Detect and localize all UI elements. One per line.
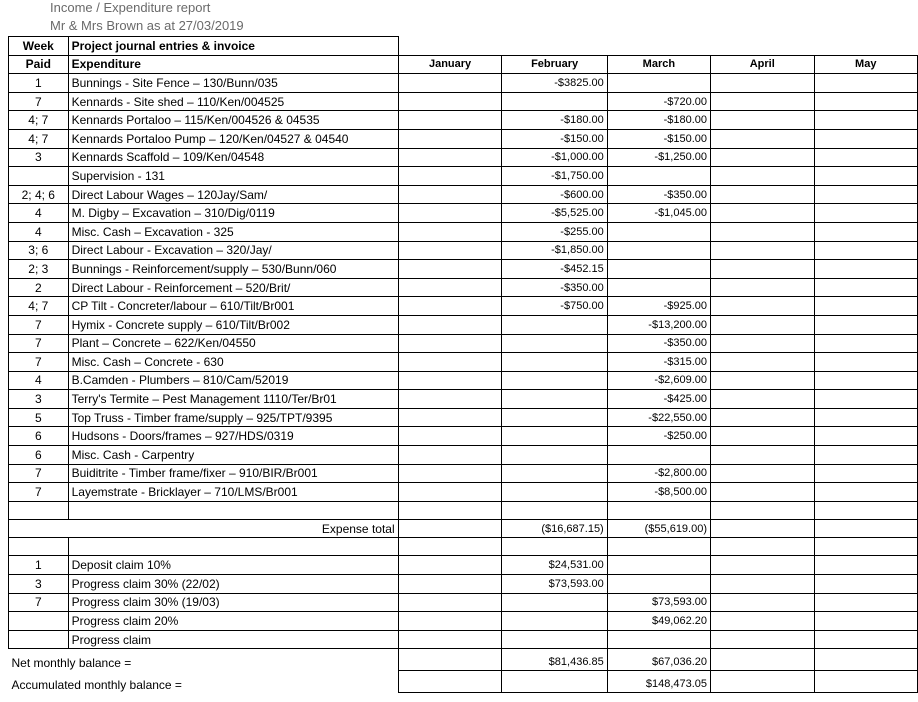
expenditure-row (9, 185, 918, 204)
week-cell: 4 (9, 371, 69, 390)
amount-january (398, 483, 502, 502)
income-row (9, 630, 918, 649)
amount-january (398, 593, 502, 612)
week-cell: 7 (9, 315, 69, 334)
amount-march: -$925.00 (607, 297, 710, 316)
income-row (9, 612, 918, 631)
amount-january (398, 519, 502, 538)
expenditure-row (9, 371, 918, 390)
week-cell: 7 (9, 593, 69, 612)
amount-march: ($55,619.00) (607, 519, 710, 538)
amount-february: -$600.00 (502, 185, 607, 204)
amount-january (398, 408, 502, 427)
amount-may (814, 501, 917, 519)
amount-march: $67,036.20 (607, 649, 710, 671)
amount-march (607, 446, 710, 465)
amount-march: -$8,500.00 (607, 483, 710, 502)
amount-april (711, 129, 815, 148)
accumulated-monthly-balance-label: Accumulated monthly balance = (11, 677, 182, 692)
amount-march (607, 278, 710, 297)
expenditure-row (9, 278, 918, 297)
week-cell (9, 167, 69, 186)
week-cell: 6 (9, 446, 69, 465)
expenditure-row (9, 334, 918, 353)
week-cell: 3 (9, 575, 69, 594)
amount-april (711, 353, 815, 372)
week-cell: 4 (9, 204, 69, 223)
expenditure-row (9, 353, 918, 372)
amount-february: -$750.00 (502, 297, 607, 316)
amount-april (711, 483, 815, 502)
amount-april (711, 74, 815, 93)
amount-january (398, 204, 502, 223)
description-cell: Progress claim 30% (22/02) (68, 575, 398, 594)
header-row-2 (9, 55, 918, 74)
amount-january (398, 241, 502, 260)
amount-may (814, 556, 917, 575)
amount-may (814, 408, 917, 427)
amount-march: $148,473.05 (607, 671, 710, 693)
amount-february (502, 408, 607, 427)
description-cell: Kennards Scaffold – 109/Ken/04548 (68, 148, 398, 167)
amount-march: -$13,200.00 (607, 315, 710, 334)
report-subtitle: Mr & Mrs Brown as at 27/03/2019 (50, 18, 244, 33)
amount-may (814, 649, 917, 671)
week-cell (9, 630, 69, 649)
amount-january (398, 575, 502, 594)
amount-april (711, 167, 815, 186)
amount-january (398, 111, 502, 130)
week-cell (9, 501, 69, 519)
amount-february: -$5,525.00 (502, 204, 607, 223)
amount-april (711, 538, 815, 556)
amount-january (398, 538, 502, 556)
amount-february (502, 334, 607, 353)
amount-may (814, 222, 917, 241)
amount-may (814, 241, 917, 260)
amount-may (814, 185, 917, 204)
amount-march: -$2,609.00 (607, 371, 710, 390)
amount-april (711, 519, 815, 538)
amount-february (502, 371, 607, 390)
description-cell: Bunnings - Reinforcement/supply – 530/Bunn/060 (68, 260, 398, 279)
amount-january (398, 427, 502, 446)
amount-january (398, 74, 502, 93)
amount-may (814, 519, 917, 538)
amount-february (502, 427, 607, 446)
amount-march (607, 630, 710, 649)
amount-february: -$452.15 (502, 260, 607, 279)
amount-february: $73,593.00 (502, 575, 607, 594)
amount-january (398, 353, 502, 372)
amount-march (607, 222, 710, 241)
income-row (9, 593, 918, 612)
week-cell (9, 612, 69, 631)
week-cell: 7 (9, 353, 69, 372)
week-cell: 4 (9, 222, 69, 241)
amount-february: -$1,850.00 (502, 241, 607, 260)
amount-january (398, 92, 502, 111)
amount-may (814, 353, 917, 372)
amount-march: -$720.00 (607, 92, 710, 111)
amount-april (711, 408, 815, 427)
header-row-1 (9, 37, 918, 56)
amount-may (814, 575, 917, 594)
amount-april (711, 315, 815, 334)
amount-april (711, 297, 815, 316)
report-title: Income / Expenditure report (50, 0, 211, 15)
week-cell: 4; 7 (9, 297, 69, 316)
amount-march: -$180.00 (607, 111, 710, 130)
amount-april (711, 630, 815, 649)
description-cell (68, 538, 398, 556)
amount-february: $24,531.00 (502, 556, 607, 575)
week-cell: 5 (9, 408, 69, 427)
expenditure-row (9, 427, 918, 446)
blank-row (9, 538, 918, 556)
expenditure-row (9, 111, 918, 130)
amount-january (398, 260, 502, 279)
amount-may (814, 204, 917, 223)
description-cell: Hudsons - Doors/frames – 927/HDS/0319 (68, 427, 398, 446)
expenditure-row (9, 297, 918, 316)
amount-may (814, 148, 917, 167)
week-header: Week (9, 37, 69, 56)
amount-may (814, 612, 917, 631)
description-cell: Kennards Portaloo – 115/Ken/004526 & 04535 (68, 111, 398, 130)
amount-january (398, 464, 502, 483)
week-cell: 3 (9, 390, 69, 409)
description-cell: Bunnings - Site Fence – 130/Bunn/035 (68, 74, 398, 93)
amount-february (502, 501, 607, 519)
amount-february (502, 671, 607, 693)
expenditure-row (9, 408, 918, 427)
amount-january (398, 185, 502, 204)
amount-may (814, 315, 917, 334)
description-cell: Terry's Termite – Pest Management 1110/Ter/Br01 (68, 390, 398, 409)
amount-march (607, 241, 710, 260)
description-cell (68, 501, 398, 519)
week-cell: 1 (9, 556, 69, 575)
amount-may (814, 278, 917, 297)
amount-april (711, 260, 815, 279)
amount-march: -$2,800.00 (607, 464, 710, 483)
expenditure-row (9, 222, 918, 241)
amount-may (814, 111, 917, 130)
amount-march (607, 74, 710, 93)
amount-march: -$1,250.00 (607, 148, 710, 167)
amount-april (711, 148, 815, 167)
amount-january (398, 334, 502, 353)
description-cell: Supervision - 131 (68, 167, 398, 186)
amount-april (711, 556, 815, 575)
amount-may (814, 92, 917, 111)
amount-january (398, 297, 502, 316)
amount-february: -$350.00 (502, 278, 607, 297)
week-cell: 4; 7 (9, 111, 69, 130)
amount-january (398, 222, 502, 241)
amount-february (502, 630, 607, 649)
amount-may (814, 630, 917, 649)
amount-may (814, 390, 917, 409)
amount-april (711, 334, 815, 353)
amount-april (711, 278, 815, 297)
expenditure-table (8, 36, 918, 693)
description-cell: Kennards Portaloo Pump – 120/Ken/04527 & 04540 (68, 129, 398, 148)
amount-february (502, 446, 607, 465)
amount-may (814, 538, 917, 556)
amount-march: $73,593.00 (607, 593, 710, 612)
description-cell: CP Tilt - Concreter/labour – 610/Tilt/Br001 (68, 297, 398, 316)
amount-april (711, 464, 815, 483)
week-cell: 4; 7 (9, 129, 69, 148)
amount-april (711, 185, 815, 204)
amount-february: -$180.00 (502, 111, 607, 130)
description-cell: Misc. Cash – Excavation - 325 (68, 222, 398, 241)
amount-february (502, 538, 607, 556)
expenditure-row (9, 464, 918, 483)
amount-january (398, 630, 502, 649)
amount-february: -$150.00 (502, 129, 607, 148)
description-cell: Progress claim 30% (19/03) (68, 593, 398, 612)
expenditure-row (9, 260, 918, 279)
week-cell: 2; 3 (9, 260, 69, 279)
description-cell: Buiditrite - Timber frame/fixer – 910/BIR/Br001 (68, 464, 398, 483)
description-cell: Misc. Cash - Carpentry (68, 446, 398, 465)
amount-march (607, 167, 710, 186)
description-cell: Plant – Concrete – 622/Ken/04550 (68, 334, 398, 353)
accumulated-monthly-balance (9, 671, 918, 693)
week-cell: 2; 4; 6 (9, 185, 69, 204)
amount-april (711, 111, 815, 130)
amount-may (814, 334, 917, 353)
amount-february (502, 612, 607, 631)
amount-april (711, 612, 815, 631)
amount-january (398, 390, 502, 409)
expenditure-header: Expenditure (68, 55, 398, 74)
week-cell: 1 (9, 74, 69, 93)
week-cell: 7 (9, 483, 69, 502)
amount-february: -$1,000.00 (502, 148, 607, 167)
amount-may (814, 446, 917, 465)
amount-january (398, 371, 502, 390)
amount-may (814, 593, 917, 612)
blank-row (9, 501, 918, 519)
month-header-january: January (398, 55, 502, 74)
amount-january (398, 148, 502, 167)
income-row (9, 575, 918, 594)
week-cell: 6 (9, 427, 69, 446)
description-cell: Deposit claim 10% (68, 556, 398, 575)
amount-february (502, 483, 607, 502)
amount-january (398, 612, 502, 631)
amount-january (398, 446, 502, 465)
expense-total-row (9, 519, 918, 538)
month-header-may: May (814, 55, 917, 74)
amount-january (398, 501, 502, 519)
amount-february (502, 593, 607, 612)
amount-january (398, 671, 502, 693)
amount-may (814, 297, 917, 316)
week-cell: 7 (9, 464, 69, 483)
amount-january (398, 167, 502, 186)
description-cell: Hymix - Concrete supply – 610/Tilt/Br002 (68, 315, 398, 334)
expenditure-row (9, 148, 918, 167)
net-monthly-balance (9, 649, 918, 671)
amount-april (711, 427, 815, 446)
amount-april (711, 241, 815, 260)
amount-february (502, 92, 607, 111)
expenditure-row (9, 241, 918, 260)
description-cell: Layemstrate - Bricklayer – 710/LMS/Br001 (68, 483, 398, 502)
amount-may (814, 167, 917, 186)
amount-may (814, 464, 917, 483)
expenditure-row (9, 483, 918, 502)
week-cell: 2 (9, 278, 69, 297)
amount-january (398, 315, 502, 334)
income-row (9, 556, 918, 575)
amount-april (711, 390, 815, 409)
amount-april (711, 371, 815, 390)
amount-march (607, 501, 710, 519)
amount-march: -$350.00 (607, 334, 710, 353)
description-cell: Direct Labour - Reinforcement – 520/Brit/ (68, 278, 398, 297)
amount-february: ($16,687.15) (502, 519, 607, 538)
week-cell: 7 (9, 92, 69, 111)
net-monthly-balance-label: Net monthly balance = (11, 655, 132, 670)
amount-march (607, 556, 710, 575)
expense-total-label: Expense total (9, 519, 399, 538)
amount-april (711, 92, 815, 111)
amount-april (711, 446, 815, 465)
description-cell: Direct Labour Wages – 120Jay/Sam/ (68, 185, 398, 204)
month-header-april: April (711, 55, 815, 74)
expenditure-row (9, 390, 918, 409)
amount-april (711, 222, 815, 241)
amount-april (711, 575, 815, 594)
expenditure-row (9, 167, 918, 186)
amount-march: -$315.00 (607, 353, 710, 372)
amount-february (502, 464, 607, 483)
week-cell: 3 (9, 148, 69, 167)
week-cell (9, 538, 69, 556)
amount-april (711, 204, 815, 223)
amount-may (814, 260, 917, 279)
amount-january (398, 129, 502, 148)
amount-february: -$1,750.00 (502, 167, 607, 186)
amount-april (711, 671, 815, 693)
description-header: Project journal entries & invoice (68, 37, 398, 56)
amount-january (398, 649, 502, 671)
amount-may (814, 483, 917, 502)
paid-header: Paid (9, 55, 69, 74)
amount-march: -$425.00 (607, 390, 710, 409)
description-cell: Direct Labour - Excavation – 320/Jay/ (68, 241, 398, 260)
amount-march: -$350.00 (607, 185, 710, 204)
expenditure-row (9, 74, 918, 93)
amount-january (398, 556, 502, 575)
amount-may (814, 671, 917, 693)
week-cell: 7 (9, 334, 69, 353)
month-header-february: February (502, 55, 607, 74)
description-cell: Progress claim (68, 630, 398, 649)
amount-march: $49,062.20 (607, 612, 710, 631)
month-header-march: March (607, 55, 710, 74)
description-cell: Progress claim 20% (68, 612, 398, 631)
amount-march (607, 538, 710, 556)
amount-march: -$1,045.00 (607, 204, 710, 223)
amount-february: $81,436.85 (502, 649, 607, 671)
description-cell: B.Camden - Plumbers – 810/Cam/52019 (68, 371, 398, 390)
amount-february (502, 353, 607, 372)
amount-march (607, 575, 710, 594)
expenditure-row (9, 92, 918, 111)
amount-april (711, 649, 815, 671)
amount-february: -$3825.00 (502, 74, 607, 93)
amount-march: -$22,550.00 (607, 408, 710, 427)
amount-february (502, 315, 607, 334)
description-cell: Top Truss - Timber frame/supply – 925/TPT/9395 (68, 408, 398, 427)
amount-march: -$250.00 (607, 427, 710, 446)
amount-february: -$255.00 (502, 222, 607, 241)
week-cell: 3; 6 (9, 241, 69, 260)
amount-may (814, 129, 917, 148)
description-cell: M. Digby – Excavation – 310/Dig/0119 (68, 204, 398, 223)
amount-may (814, 74, 917, 93)
description-cell: Misc. Cash – Concrete - 630 (68, 353, 398, 372)
expenditure-row (9, 446, 918, 465)
expenditure-row (9, 129, 918, 148)
amount-may (814, 427, 917, 446)
expenditure-row (9, 204, 918, 223)
amount-april (711, 501, 815, 519)
amount-february (502, 390, 607, 409)
amount-january (398, 278, 502, 297)
amount-april (711, 593, 815, 612)
amount-march: -$150.00 (607, 129, 710, 148)
expenditure-row (9, 315, 918, 334)
amount-may (814, 371, 917, 390)
amount-march (607, 260, 710, 279)
description-cell: Kennards - Site shed – 110/Ken/004525 (68, 92, 398, 111)
